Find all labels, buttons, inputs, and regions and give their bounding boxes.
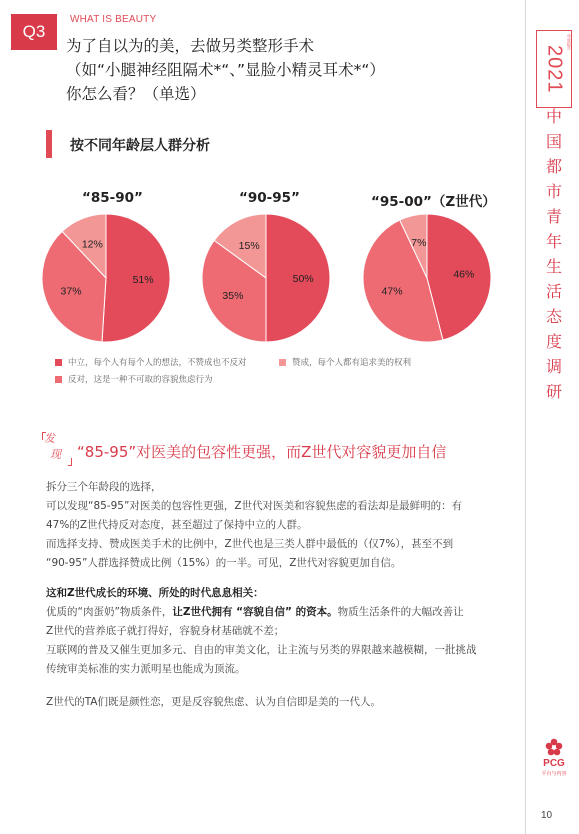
pie-90-95-label-neutral: 50% — [292, 273, 314, 285]
section-marker — [46, 130, 52, 158]
report-title-char: 活 — [545, 282, 562, 301]
analysis-line-1: 拆分三个年龄段的选择， — [46, 481, 162, 493]
pie-90-95-label-support: 15% — [238, 239, 260, 252]
pcg-logo — [536, 738, 572, 777]
pie-title-95-00: “95-00”（Z世代） — [371, 194, 496, 210]
report-year: 2021 — [543, 44, 566, 94]
pie-charts — [0, 210, 525, 350]
question-badge: Q3 — [11, 14, 57, 50]
legend-support-swatch — [279, 359, 286, 366]
context-text — [46, 584, 506, 679]
context-line-1 — [46, 603, 506, 622]
analysis-line-3: 47%的Z世代持反对态度，甚至超过了保持中立的人群。 — [46, 519, 308, 531]
pcg-logo-text: PCG — [543, 758, 565, 769]
context-heading: 这和Z世代成长的环境、所处的时代息息相关： — [46, 587, 264, 599]
report-title-char: 调 — [545, 357, 562, 376]
context-line-4: 传统审美标准的实力派明星也能成为顶流。 — [46, 663, 246, 675]
pcg-logo-subtext: 平台与内容 — [541, 771, 567, 777]
pie-85-90-label-neutral: 51% — [132, 274, 154, 287]
question-line-1: 为了自以为的美，去做另类整形手术 — [66, 37, 315, 55]
page-number: 10 — [541, 810, 553, 821]
legend-oppose-swatch — [55, 376, 62, 383]
question-line-2: （如“小腿神经阻隔术*“、”显脸小精灵耳术*“） — [66, 61, 385, 79]
context-line-1-pre: 优质的“肉蛋奶”物质条件， — [46, 606, 173, 618]
finding-bracket-close — [68, 458, 72, 466]
pie-90-95-label-oppose: 35% — [222, 289, 244, 302]
finding-badge-bottom: 现 — [50, 448, 61, 461]
legend-neutral-swatch — [55, 359, 62, 366]
report-title-char: 年 — [545, 232, 562, 251]
report-title-char: 青 — [545, 207, 562, 226]
report-title-char: 态 — [545, 307, 562, 326]
context-line-2: Z世代的营养底子就打得好，容貌身材基础就不差； — [46, 625, 285, 637]
pcg-flower-icon — [545, 738, 563, 756]
pie-85-90-label-support: 12% — [81, 238, 103, 251]
finding-badge-top: 发 — [44, 432, 55, 445]
section-title: 按不同年龄层人群分析 — [70, 138, 210, 154]
report-title — [539, 104, 569, 404]
context-line-3: 互联网的普及又催生更加多元、自由的审美文化，让主流与另类的界限越来越模糊，一批挑战 — [46, 644, 477, 656]
legend-oppose-label: 反对，这是一种不可取的容貌焦虑行为 — [68, 375, 213, 385]
pie-85-90-label-oppose: 37% — [60, 285, 82, 298]
report-title-char: 国 — [545, 132, 562, 151]
report-title-char: 研 — [545, 382, 562, 401]
report-title-char: 生 — [545, 257, 562, 276]
pie-title-90-95: “90-95” — [239, 190, 300, 206]
pie-title-85-90: “85-90” — [82, 190, 143, 206]
report-title-char: 市 — [545, 182, 562, 201]
finding-badge — [44, 432, 72, 466]
sidebar-divider — [525, 0, 526, 834]
analysis-text — [46, 478, 506, 573]
analysis-line-5: “90-95”人群选择赞成比例（15%）的一半。可见，Z世代对容貌更加自信。 — [46, 557, 402, 569]
report-title-char: 都 — [545, 157, 562, 176]
pie-95-00-label-support: 7% — [411, 236, 427, 249]
year-caption: 年度报告 — [567, 34, 572, 50]
legend-support — [279, 356, 411, 368]
legend-oppose — [55, 373, 213, 385]
analysis-line-4: 而选择支持、赞成医美手术的比例中，Z世代也是三类人群中最低的（仅7%），甚至不到 — [46, 538, 454, 550]
context-line-1-bold: 让Z世代拥有 “容貌自信” 的资本。 — [172, 606, 338, 618]
report-title-char: 中 — [545, 107, 562, 126]
question-text — [66, 34, 506, 106]
kicker-label: WHAT IS BEAUTY — [70, 14, 157, 25]
closing-text — [46, 693, 506, 712]
question-line-3: 你怎么看？（单选） — [66, 85, 206, 103]
report-title-char: 度 — [545, 332, 562, 351]
closing-line: Z世代的TA们既是颜性恋，更是反容貌焦虑、认为自信即是美的一代人。 — [46, 696, 381, 708]
context-line-1-post: 物质生活条件的大幅改善让 — [337, 606, 464, 618]
pie-95-00-label-oppose: 47% — [381, 285, 403, 298]
legend-neutral — [55, 356, 247, 368]
legend-neutral-label: 中立，每个人有每个人的想法，不赞成也不反对 — [68, 358, 247, 368]
pie-95-00-label-neutral: 46% — [453, 268, 475, 281]
analysis-line-2: 可以发现“85-95”对医美的包容性更强，Z世代对医美和容貌焦虑的看法却是最鲜明的：有 — [46, 500, 463, 512]
finding-title: “85-95”对医美的包容性更强，而Z世代对容貌更加自信 — [77, 443, 447, 461]
legend-support-label: 赞成，每个人都有追求美的权利 — [292, 358, 412, 368]
